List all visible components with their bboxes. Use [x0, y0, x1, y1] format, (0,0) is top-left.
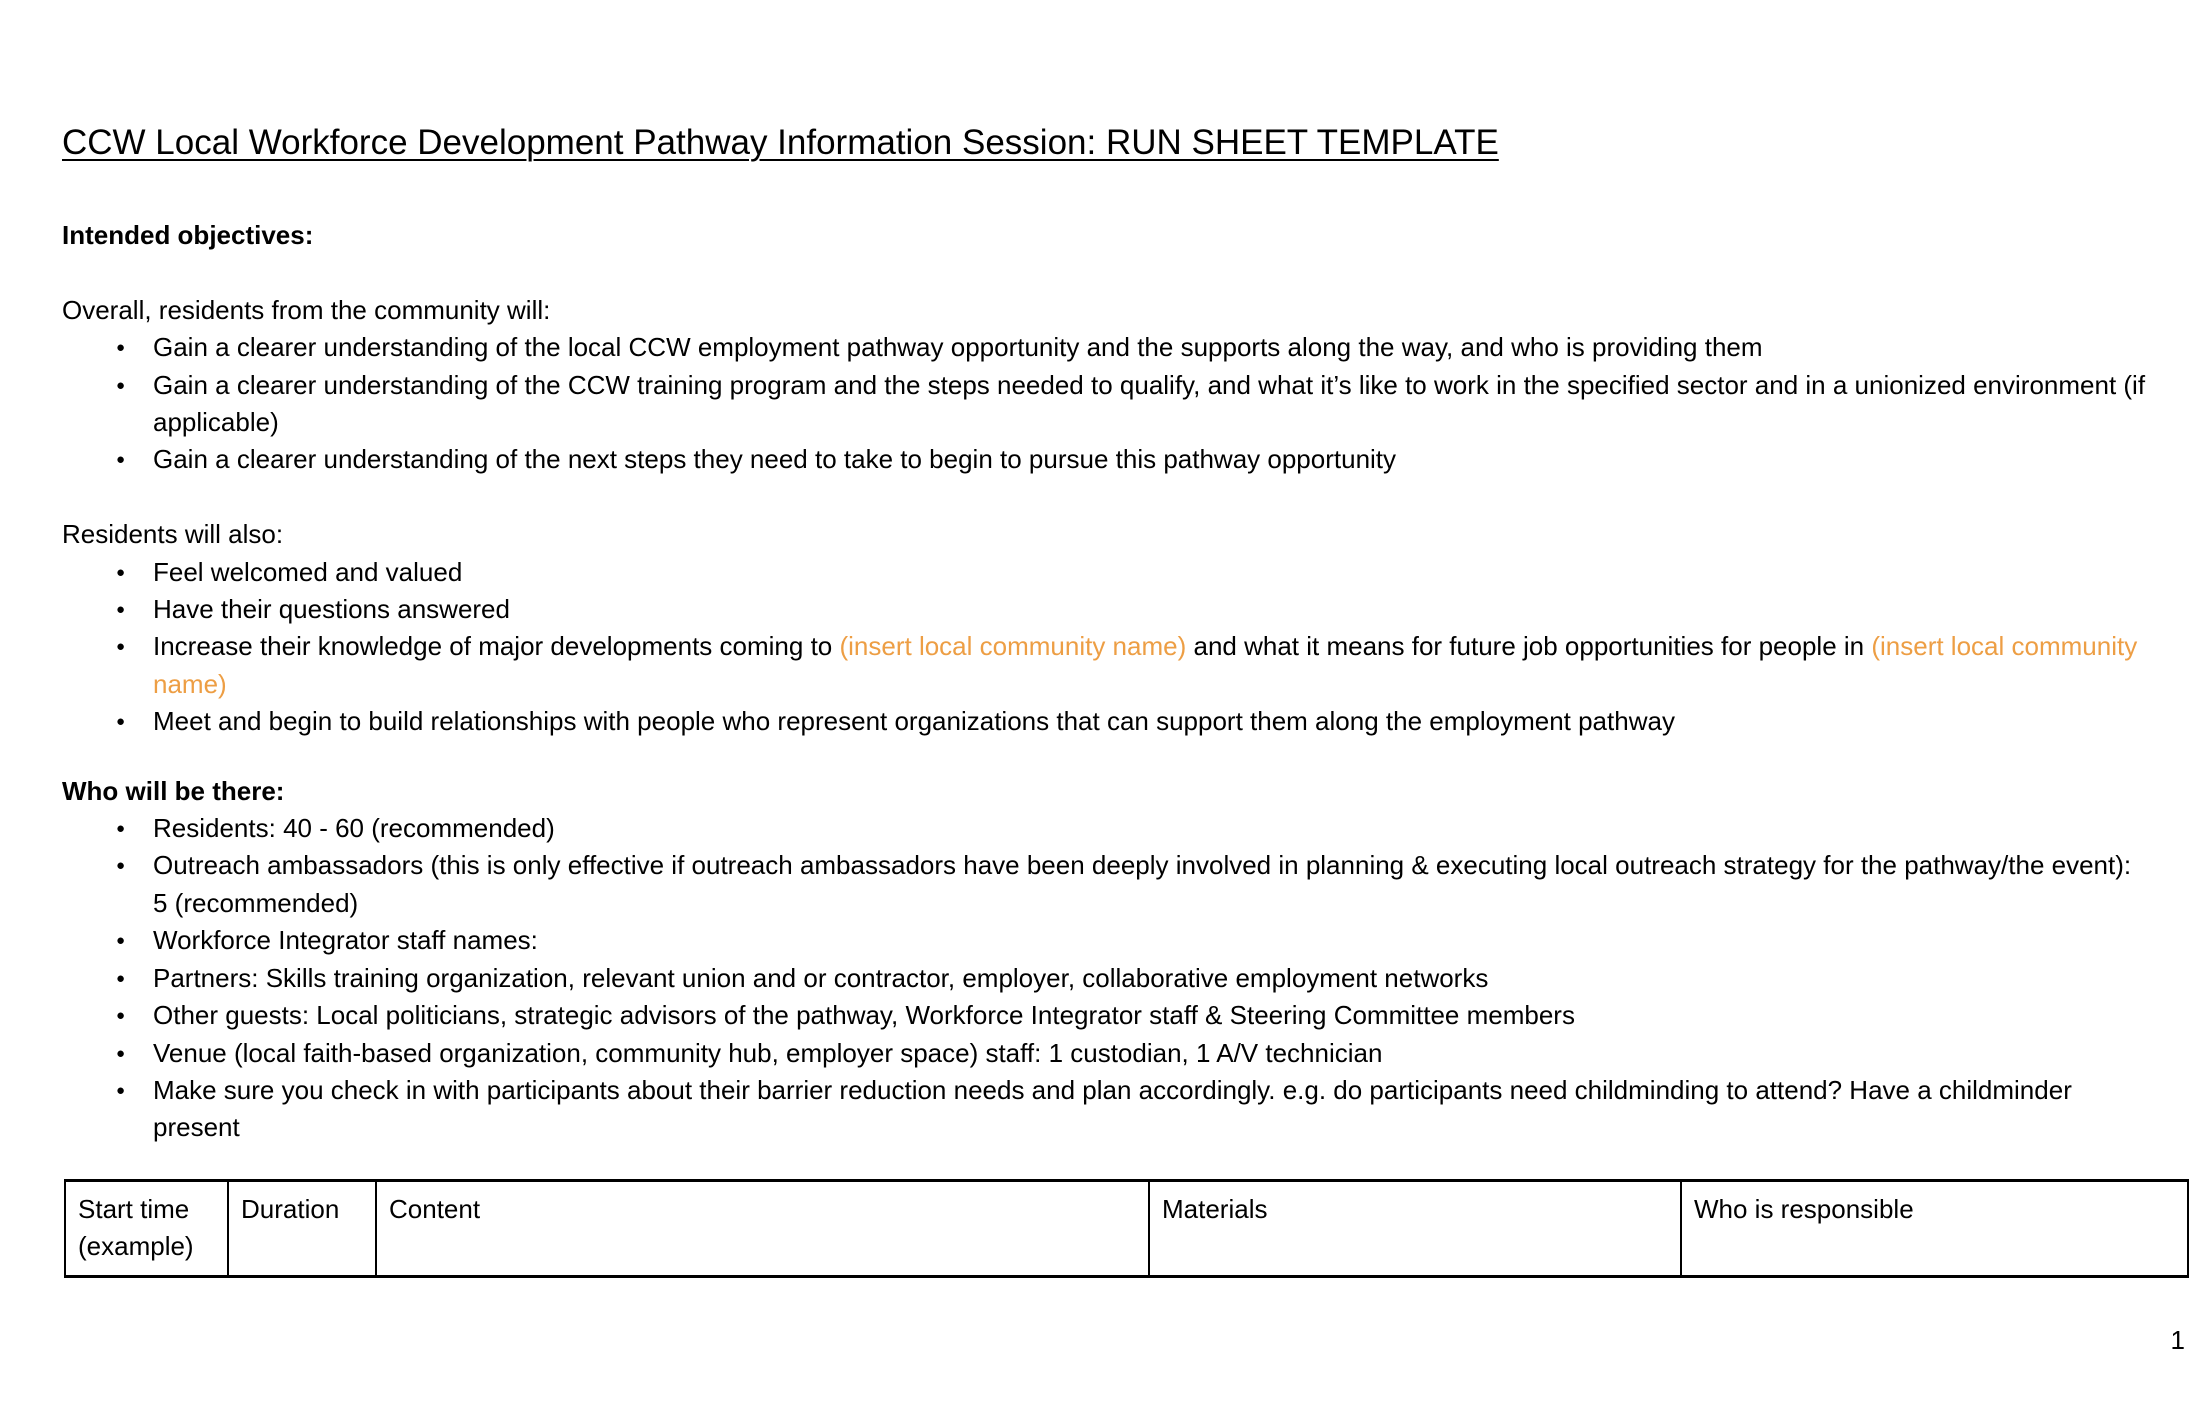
- list-item: ● Residents: 40 - 60 (recommended): [153, 810, 2150, 847]
- document-title: CCW Local Workforce Development Pathway Information Session: RUN SHEET TEMPLATE: [62, 123, 1499, 162]
- attendees-list: [62, 810, 2150, 1147]
- list-item: ● Gain a clearer understanding of the next steps they need to take to begin to pursue this pathway opportunity: [153, 441, 2150, 478]
- list-item: ● Venue (local faith-based organization, community hub, employer space) staff: 1 custodian, 1 A/V technician: [153, 1035, 2150, 1072]
- list-item: [153, 628, 2150, 703]
- table-header-row: [65, 1180, 2188, 1276]
- list-item: ● Meet and begin to build relationships with people who represent organizations that can support them along the employment pathway: [153, 703, 2150, 740]
- list-item: ● Have their questions answered: [153, 591, 2150, 628]
- page-number: 1: [2170, 1325, 2185, 1355]
- residents-also-list: [62, 554, 2150, 741]
- objectives-heading: Intended objectives:: [62, 220, 314, 250]
- list-item: ● Gain a clearer understanding of the local CCW employment pathway opportunity and the supports along the way, and who is providing them: [153, 329, 2150, 366]
- column-header-start-time: Start time (example): [65, 1180, 228, 1276]
- residents-also-intro: Residents will also:: [62, 519, 284, 550]
- list-item: ● Make sure you check in with participants about their barrier reduction needs and plan accordingly. e.g. do participants need childminding to attend? Have a childminder present: [153, 1072, 2150, 1147]
- list-item: ● Outreach ambassadors (this is only effective if outreach ambassadors have been deeply involved in planning & executing local outreach strategy for the pathway/the event): 5 (recommended): [153, 847, 2150, 922]
- attendees-heading: Who will be there:: [62, 775, 285, 806]
- column-header-duration: Duration: [228, 1180, 376, 1276]
- run-sheet-table: [64, 1179, 2189, 1278]
- objectives-intro: Overall, residents from the community will:: [62, 294, 551, 325]
- placeholder-text: (insert local community name): [153, 631, 2138, 699]
- column-header-content: Content: [376, 1180, 1149, 1276]
- list-item: ● Feel welcomed and valued: [153, 554, 2150, 591]
- list-item: ● Workforce Integrator staff names:: [153, 922, 2150, 959]
- column-header-who-is-responsible: Who is responsible: [1681, 1180, 2188, 1276]
- list-item: ● Partners: Skills training organization, relevant union and or contractor, employer, collaborative employment networks: [153, 960, 2150, 997]
- list-item-text: and what it means for future job opportunities for people in: [1186, 631, 1872, 662]
- placeholder-text: (insert local community name): [839, 631, 1187, 662]
- list-item-text: Increase their knowledge of major developments coming to: [153, 631, 840, 662]
- objectives-list: [62, 329, 2150, 479]
- list-item: ● Gain a clearer understanding of the CCW training program and the steps needed to qualify, and what it’s like to work in the specified sector and in a unionized environment (if applicable): [153, 367, 2150, 442]
- column-header-materials: Materials: [1149, 1180, 1681, 1276]
- list-item: ● Other guests: Local politicians, strategic advisors of the pathway, Workforce Integrator staff & Steering Committee members: [153, 997, 2150, 1034]
